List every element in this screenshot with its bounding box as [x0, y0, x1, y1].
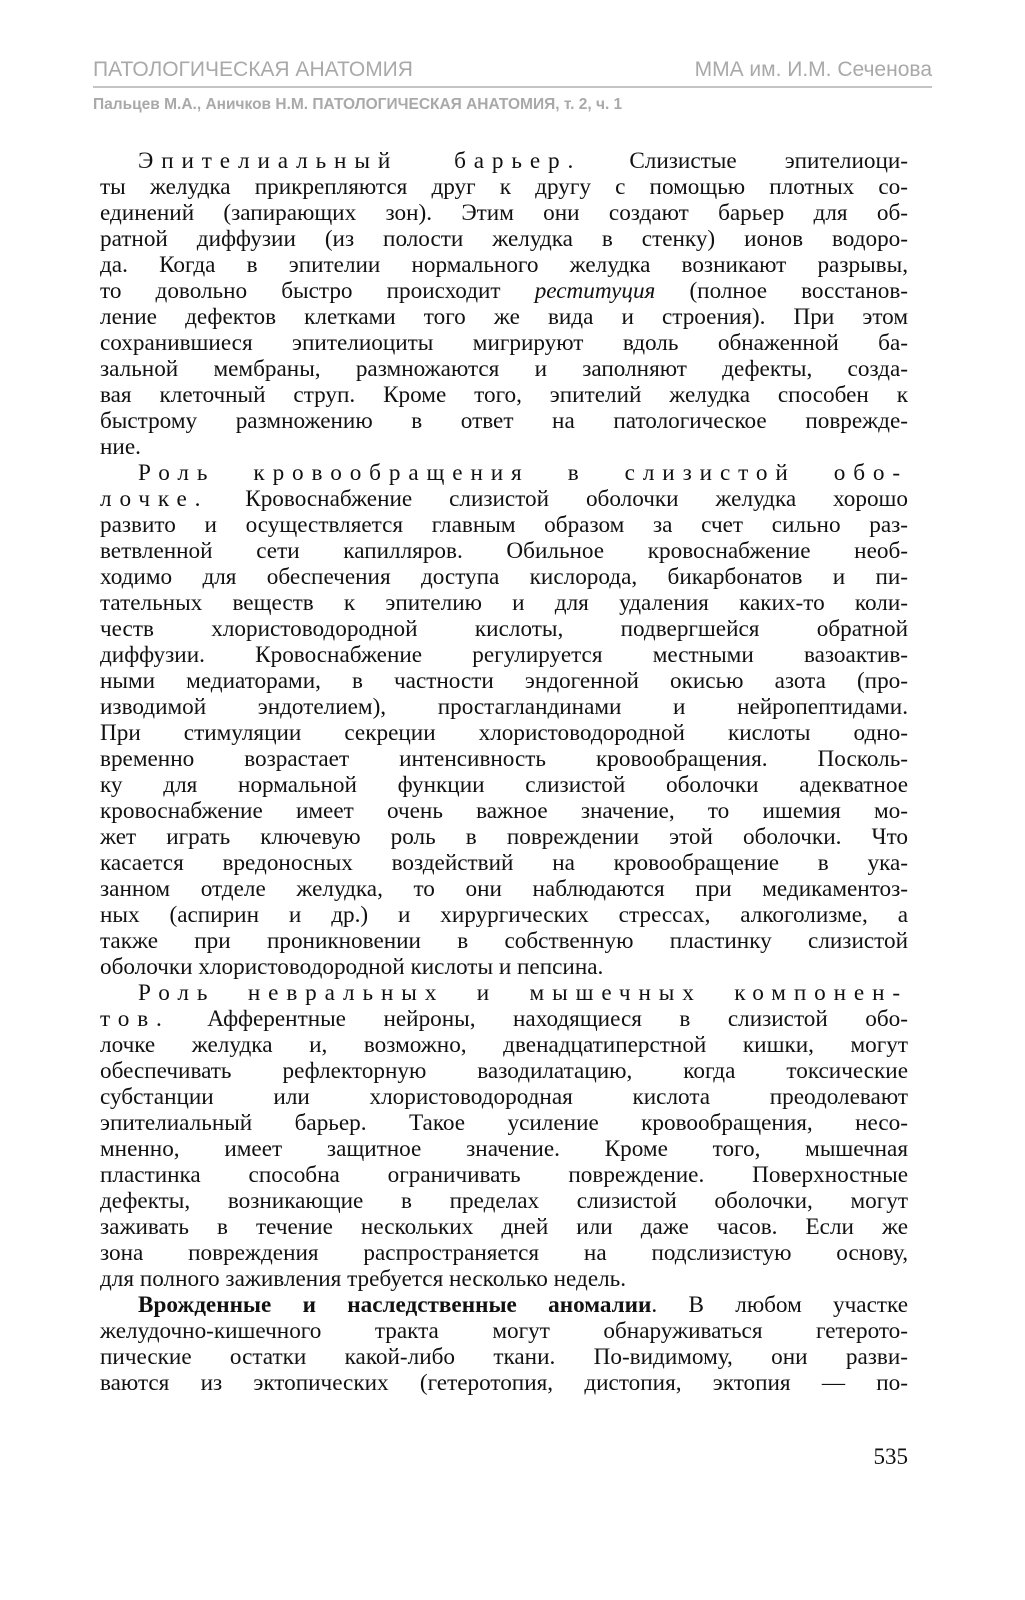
text-line: тов. Афферентные нейроны, находящиеся в слизистой обо-: [100, 1006, 908, 1032]
text-line: пластинка способна ограничивать повреждение. Поверхностные: [100, 1162, 908, 1188]
text-line: пические остатки какой-либо ткани. По-видимому, они разви-: [100, 1344, 908, 1370]
text-line: зона повреждения распространяется на подслизистую основу,: [100, 1240, 908, 1266]
text-line: честв хлористоводородной кислоты, подвергшейся обратной: [100, 616, 908, 642]
text-line: обеспечивать рефлекторную вазодилатацию, когда токсические: [100, 1058, 908, 1084]
section-lead: Роль кровообращения в слизистой обо-: [138, 460, 908, 486]
section-lead: Роль невральных и мышечных компонен-: [138, 980, 908, 1006]
running-header: [93, 58, 932, 88]
text-line: диффузии. Кровоснабжение регулируется местными вазоактив-: [100, 642, 908, 668]
text-line: ратной диффузии (из полости желудка в стенку) ионов водоро-: [100, 226, 908, 252]
text-line: ление дефектов клетками того же вида и строения). При этом: [100, 304, 908, 330]
text-line: касается вредоносных воздействий на кровообращение в ука-: [100, 850, 908, 876]
publisher: ММА им. И.М. Сеченова: [694, 58, 932, 81]
text-line: сохранившиеся эпителиоциты мигрируют вдоль обнаженной ба-: [100, 330, 908, 356]
text-line: ветвленной сети капилляров. Обильное кровоснабжение необ-: [100, 538, 908, 564]
section-lead: Эпителиальный барьер.: [138, 148, 582, 174]
text-line: дефекты, возникающие в пределах слизистой оболочки, могут: [100, 1188, 908, 1214]
citation: Пальцев М.А., Аничков Н.М. ПАТОЛОГИЧЕСКАЯ АНАТОМИЯ, т. 2, ч. 1: [93, 96, 623, 113]
text-line: да. Когда в эпителии нормального желудка возникают разрывы,: [100, 252, 908, 278]
text-line: ных (аспирин и др.) и хирургических стрессах, алкоголизме, а: [100, 902, 908, 928]
text-line: эпителиальный барьер. Такое усиление кровообращения, несо-: [100, 1110, 908, 1136]
text-line: Врожденные и наследственные аномалии. В любом участке: [138, 1292, 908, 1318]
text-line: ходимо для обеспечения доступа кислорода, бикарбонатов и пи-: [100, 564, 908, 590]
text-line: ние.: [100, 434, 141, 460]
italic-term: реституция: [534, 278, 656, 304]
text-line: также при проникновении в собственную пластинку слизистой: [100, 928, 908, 954]
text-line: субстанции или хлористоводородная кислота преодолевают: [100, 1084, 908, 1110]
text-line: ты желудка прикрепляются друг к другу с помощью плотных со-: [100, 174, 908, 200]
text-line: тательных веществ к эпителию и для удаления каких-то коли-: [100, 590, 908, 616]
body-text: [100, 148, 908, 1396]
bold-heading: Врожденные и наследственные аномалии: [138, 1292, 652, 1318]
text-line: лочке желудка и, возможно, двенадцатиперстной кишки, могут: [100, 1032, 908, 1058]
section-lead: лочке.: [100, 486, 209, 512]
text-line: При стимуляции секреции хлористоводородной кислоты одно-: [100, 720, 908, 746]
text-line: изводимой эндотелием), простагландинами и нейропептидами.: [100, 694, 908, 720]
text-line: вая клеточный струп. Кроме того, эпителий желудка способен к: [100, 382, 908, 408]
text-line: быстрому размножению в ответ на патологическое поврежде-: [100, 408, 908, 434]
text-line: мненно, имеет защитное значение. Кроме того, мышечная: [100, 1136, 908, 1162]
text-line: единений (запирающих зон). Этим они создают барьер для об-: [100, 200, 908, 226]
text-line: зальной мембраны, размножаются и заполняют дефекты, созда-: [100, 356, 908, 382]
text-line: Эпителиальный барьер. Слизистые эпителиоци-: [138, 148, 908, 174]
text-line: то довольно быстро происходит реституция (полное восстанов-: [100, 278, 909, 304]
section-lead: тов.: [100, 1006, 170, 1032]
text-line: для полного заживления требуется несколько недель.: [100, 1266, 627, 1292]
text-line: ными медиаторами, в частности эндогенной окисью азота (про-: [100, 668, 908, 694]
page-number: 535: [873, 1444, 908, 1469]
text-line: заживать в течение нескольких дней или даже часов. Если же: [100, 1214, 908, 1240]
text-line: ку для нормальной функции слизистой оболочки адекватное: [100, 772, 908, 798]
text-line: развито и осуществляется главным образом за счет сильно раз-: [100, 512, 908, 538]
text-line: жет играть ключевую роль в повреждении этой оболочки. Что: [100, 824, 908, 850]
text-line: кровоснабжение имеет очень важное значение, то ишемия мо-: [100, 798, 908, 824]
text-line: оболочки хлористоводородной кислоты и пепсина.: [100, 954, 604, 980]
text-line: желудочно-кишечного тракта могут обнаруживаться гетерото-: [100, 1318, 908, 1344]
text-line: занном отделе желудка, то они наблюдаются при медикаментоз-: [100, 876, 908, 902]
text-line: лочке. Кровоснабжение слизистой оболочки желудка хорошо: [100, 486, 909, 512]
text-line: временно возрастает интенсивность кровообращения. Посколь-: [100, 746, 908, 772]
book-title: ПАТОЛОГИЧЕСКАЯ АНАТОМИЯ: [93, 58, 413, 81]
text-line: ваются из эктопических (гетеротопия, дистопия, эктопия — по-: [100, 1370, 908, 1396]
